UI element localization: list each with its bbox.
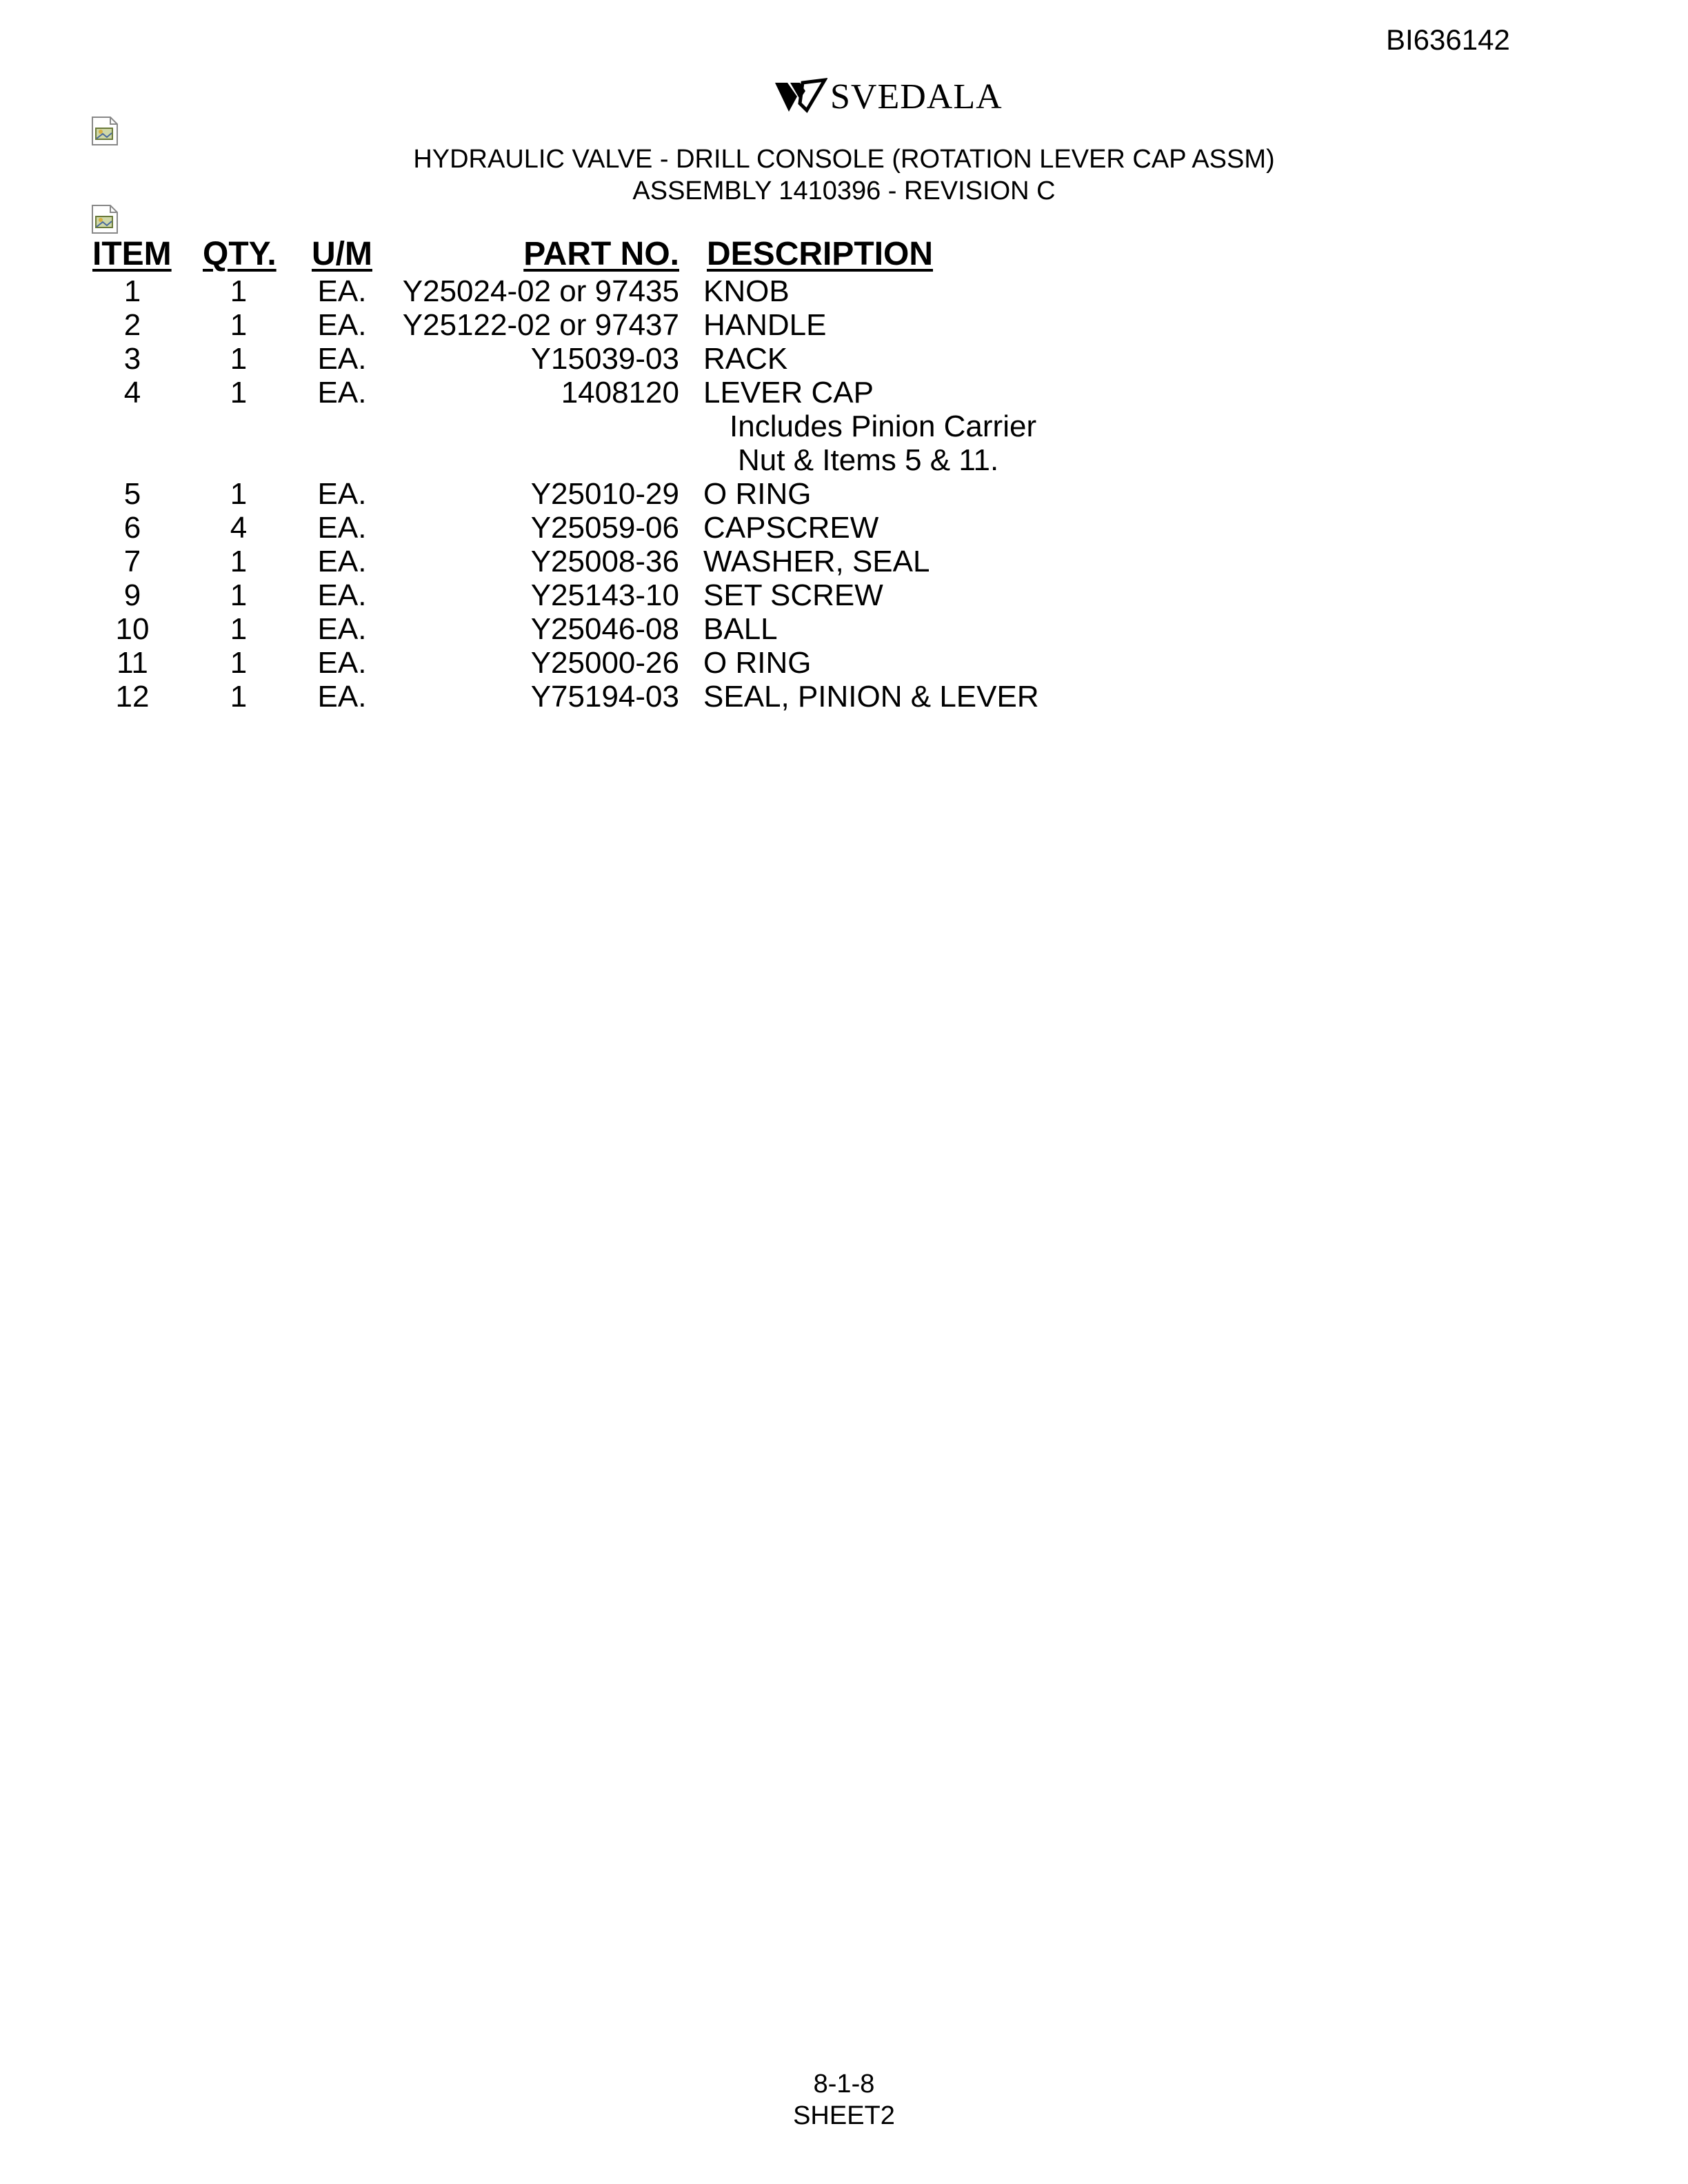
- part-description: SET SCREW: [703, 578, 883, 612]
- broken-image-icon: [91, 116, 119, 146]
- unit-of-measure: EA.: [317, 545, 367, 578]
- unit-of-measure: EA.: [317, 646, 367, 680]
- header-part-no: PART NO.: [523, 236, 679, 272]
- item-note-line-1: Includes Pinion Carrier: [730, 410, 1037, 443]
- document-title: [0, 143, 1688, 207]
- quantity: 4: [230, 511, 248, 545]
- quantity: 1: [230, 646, 248, 680]
- title-line-1: HYDRAULIC VALVE - DRILL CONSOLE (ROTATION LEVER CAP ASSM): [413, 145, 1275, 174]
- sheet-number: SHEET2: [793, 2101, 895, 2130]
- part-description: LEVER CAP: [703, 376, 874, 410]
- part-description: WASHER, SEAL: [703, 545, 930, 578]
- part-number: Y25143-10: [530, 578, 679, 612]
- title-line-2: ASSEMBLY 1410396 - REVISION C: [632, 176, 1056, 205]
- item-number: 3: [123, 342, 141, 376]
- part-description: CAPSCREW: [703, 511, 879, 545]
- part-number: Y25008-36: [530, 545, 679, 578]
- part-description: BALL: [703, 612, 778, 646]
- broken-image-icon: [91, 204, 119, 234]
- item-note-line-2: Nut & Items 5 & 11.: [738, 443, 999, 477]
- item-number: 5: [123, 477, 141, 511]
- item-number: 9: [123, 578, 141, 612]
- quantity: 1: [230, 376, 248, 410]
- part-number: Y25010-29: [530, 477, 679, 511]
- unit-of-measure: EA.: [317, 477, 367, 511]
- svedala-logo-mark-icon: [772, 76, 827, 117]
- part-description: O RING: [703, 477, 812, 511]
- quantity: 1: [230, 680, 248, 714]
- unit-of-measure: EA.: [317, 308, 367, 342]
- document-id: BI636142: [1386, 23, 1510, 56]
- part-number: Y25024-02 or 97435: [402, 274, 679, 308]
- part-description: KNOB: [703, 274, 790, 308]
- quantity: 1: [230, 342, 248, 376]
- part-description: O RING: [703, 646, 812, 680]
- part-description: HANDLE: [703, 308, 827, 342]
- part-number: Y25059-06: [530, 511, 679, 545]
- part-number: Y75194-03: [530, 680, 679, 714]
- unit-of-measure: EA.: [317, 511, 367, 545]
- header-um: U/M: [312, 236, 372, 272]
- quantity: 1: [230, 612, 248, 646]
- header-item: ITEM: [92, 236, 172, 272]
- quantity: 1: [230, 545, 248, 578]
- part-number: Y15039-03: [530, 342, 679, 376]
- logo-text: SVEDALA: [830, 77, 1003, 117]
- quantity: 1: [230, 477, 248, 511]
- unit-of-measure: EA.: [317, 612, 367, 646]
- part-description: SEAL, PINION & LEVER: [703, 680, 1039, 714]
- item-number: 11: [117, 646, 148, 680]
- svedala-logo: [772, 76, 1003, 117]
- header-description: DESCRIPTION: [707, 236, 934, 272]
- unit-of-measure: EA.: [317, 342, 367, 376]
- item-number: 4: [123, 376, 141, 410]
- part-number: Y25000-26: [530, 646, 679, 680]
- unit-of-measure: EA.: [317, 680, 367, 714]
- part-number: Y25122-02 or 97437: [402, 308, 679, 342]
- page-number: 8-1-8: [813, 2070, 875, 2099]
- item-number: 2: [123, 308, 141, 342]
- quantity: 1: [230, 308, 248, 342]
- part-number: 1408120: [561, 376, 679, 410]
- unit-of-measure: EA.: [317, 578, 367, 612]
- unit-of-measure: EA.: [317, 376, 367, 410]
- item-number: 12: [115, 680, 150, 714]
- item-number: 10: [115, 612, 150, 646]
- quantity: 1: [230, 274, 248, 308]
- page-footer: [0, 2068, 1688, 2132]
- header-qty: QTY.: [203, 236, 277, 272]
- quantity: 1: [230, 578, 248, 612]
- part-number: Y25046-08: [530, 612, 679, 646]
- unit-of-measure: EA.: [317, 274, 367, 308]
- part-description: RACK: [703, 342, 788, 376]
- item-number: 7: [123, 545, 141, 578]
- item-number: 1: [123, 274, 141, 308]
- item-number: 6: [123, 511, 141, 545]
